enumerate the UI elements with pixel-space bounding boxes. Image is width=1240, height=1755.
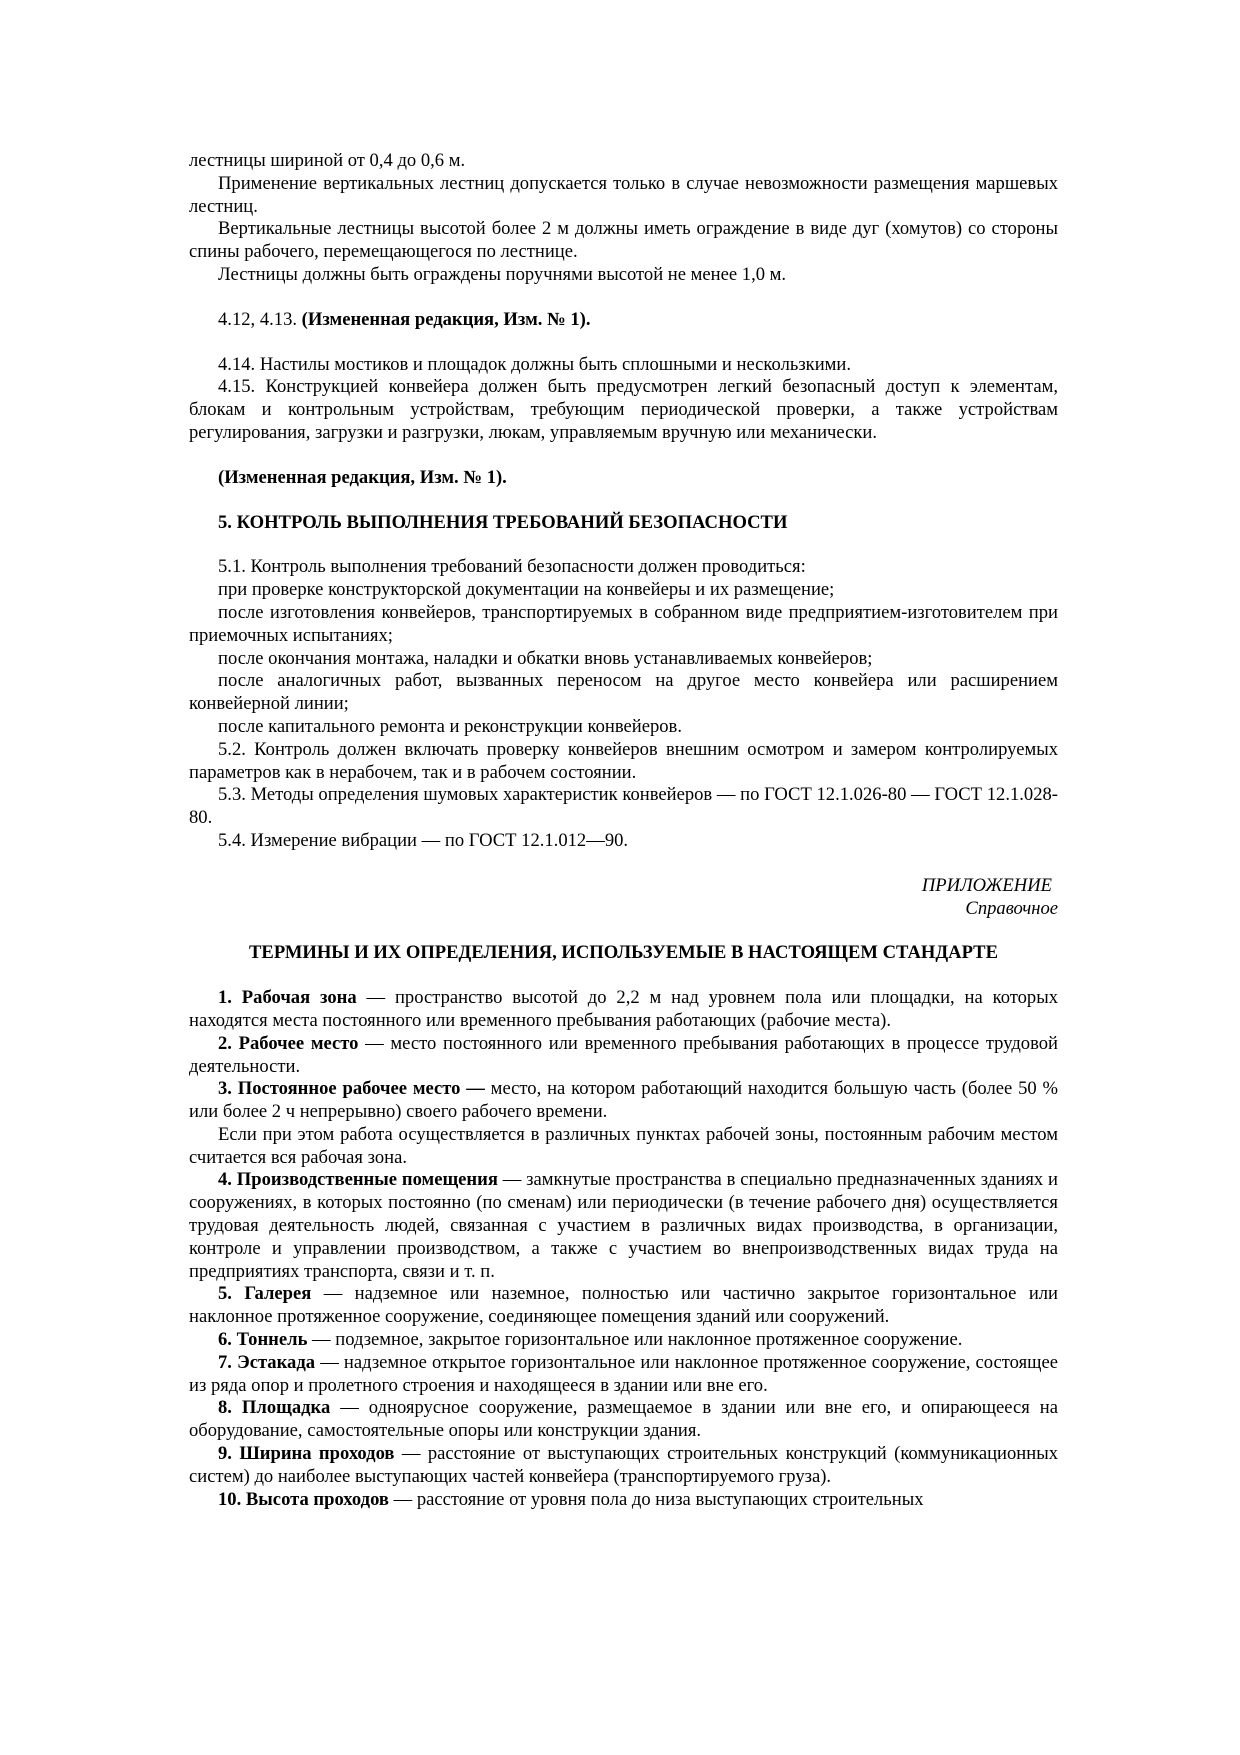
term-name: 2. Рабочее место [218,1032,359,1054]
paragraph: лестницы шириной от 0,4 до 0,6 м. [189,150,466,171]
term-definition [189,987,1058,1033]
term-definition [189,1489,1058,1512]
spacer [189,490,1058,512]
paragraph: после капитального ремонта и реконструкции конвейеров. [218,715,682,737]
paragraph: 5.3. Методы определения шумовых характеристик конвейеров — по ГОСТ 12.1.026-80 — ГОСТ 12.1.028-80. [189,784,1058,829]
amendment-note: (Измененная редакция, Изм. № 1). [218,466,507,488]
paragraph: 5.1. Контроль выполнения требований безопасности должен проводиться: [218,556,806,578]
term-text: — расстояние от уровня пола до низа выступающих строительных [388,1488,924,1510]
spacer [189,534,1058,556]
term-text: — расстояние от выступающих строительных конструкций (коммуникационных систем) до наиболее выступающих частей конвейера (транспортируемого груза). [189,1443,1058,1487]
term-name: 6. Тоннель [218,1329,308,1351]
spacer [189,853,1058,875]
term-name: 5. Галерея [218,1283,312,1305]
term-name: 9. Ширина проходов [218,1443,395,1465]
paragraph: после изготовления конвейеров, транспортируемых в собранном виде предприятием-изготовителем при приемочных испытаниях; [189,601,1058,646]
paragraph-4-14: 4.14. Настилы мостиков и площадок должны быть сплошными и нескользкими. [218,353,852,375]
spacer [189,965,1058,987]
paragraph: Применение вертикальных лестниц допускается только в случае невозможности размещения маршевых лестниц. [189,172,1058,217]
term-text: — одноярусное сооружение, размещаемое в здании или вне его, и опирающееся на оборудование, самостоятельные опоры или конструкции здания. [189,1397,1058,1442]
term-definition [189,1078,1058,1124]
section-5-body [189,556,1058,852]
terms-list [189,987,1058,1511]
term-name: 4. Производственные помещения [218,1169,498,1191]
term-definition [189,1169,1058,1283]
paragraph-prefix: 4.12, 4.13. [218,308,302,330]
appendix-title: ТЕРМИНЫ И ИХ ОПРЕДЕЛЕНИЯ, ИСПОЛЬЗУЕМЫЕ В НАСТОЯЩЕМ СТАНДАРТЕ [249,942,998,964]
appendix-label: ПРИЛОЖЕНИЕ [921,874,1052,896]
term-definition [189,1033,1058,1079]
term-name: 10. Высота проходов [218,1488,389,1510]
paragraph-4-12 [189,309,1058,332]
term-name: 1. Рабочая зона [218,987,357,1009]
spacer [189,445,1058,467]
term-text: — надземное или наземное, полностью или частично закрытое горизонтальное или наклонное протяженное сооружение, соединяющее помещения зданий или сооружений. [189,1283,1058,1328]
term-text: место, на котором работающий находится большую часть (более 50 % или более 2 ч непрерывно) своего рабочего времени. [189,1078,1058,1123]
spacer [189,920,1058,942]
term-definition [189,1443,1058,1489]
appendix-sublabel: Справочное [965,897,1058,919]
term-name: 8. Площадка [218,1397,331,1419]
appendix-label-block [189,875,1058,921]
term-definition [189,1283,1058,1329]
paragraph: 5.2. Контроль должен включать проверку конвейеров внешним осмотром и замером контролируемых параметров как в нерабочем, так и в рабочем состоянии. [189,738,1058,783]
paragraph-4-15: 4.15. Конструкцией конвейера должен быть предусмотрен легкий безопасный доступ к элементам, блокам и контрольным устройствам, требующим периодической проверки, а также устройствам регулирования, загрузки и разгрузки, люкам, управляемым вручную или механически. [189,376,1058,443]
term-text: — надземное открытое горизонтальное или наклонное протяженное сооружение, состоящее из ряда опор и пролетного строения и находящееся в здании или вне его. [189,1351,1058,1396]
term-definition [189,1329,1058,1352]
term-definition [189,1124,1058,1170]
paragraph: Вертикальные лестницы высотой более 2 м должны иметь ограждение в виде дуг (хомутов) со стороны спины рабочего, перемещающегося по лестнице. [189,218,1058,263]
paragraph: при проверке конструкторской документации на конвейеры и их размещение; [218,579,835,601]
paragraph: после аналогичных работ, вызванных переносом на другое место конвейера или расширением конвейерной линии; [189,670,1058,715]
paragraph: 5.4. Измерение вибрации — по ГОСТ 12.1.012—90. [218,829,629,851]
amendment-note: (Измененная редакция, Изм. № 1). [301,308,591,330]
term-name: 3. Постоянное рабочее место — [218,1078,485,1100]
section-heading: 5. КОНТРОЛЬ ВЫПОЛНЕНИЯ ТРЕБОВАНИЙ БЕЗОПАСНОСТИ [218,511,788,533]
term-text: — замкнутые пространства в специально предназначенных зданиях и сооружениях, в которых постоянно (по сменам) или периодически (в течение рабочего дня) осуществляется трудовая деятельность людей, связанная с участием в различных видах производства, в организации, контроле и управлении производством, а также с участием во внепроизводственных видах труда на предприятиях транспорта, связи и т. п. [189,1169,1059,1282]
term-text: Если при этом работа осуществляется в различных пунктах рабочей зоны, постоянным рабочим местом считается вся рабочая зона. [189,1123,1058,1168]
paragraph: Лестницы должны быть ограждены поручнями высотой не менее 1,0 м. [218,263,787,285]
term-text: — пространство высотой до 2,2 м над уровнем пола или площадки, на которых находятся места постоянного или временного пребывания работающих (рабочие места). [189,987,1059,1031]
term-text: — подземное, закрытое горизонтальное или наклонное протяженное сооружение. [307,1329,963,1351]
term-text: — место постоянного или временного пребывания работающих в процессе трудовой деятельности. [189,1032,1059,1077]
document-page [189,150,1058,1511]
term-definition [189,1397,1058,1443]
spacer [189,332,1058,354]
term-definition [189,1352,1058,1398]
spacer [189,287,1058,309]
term-name: 7. Эстакада [218,1351,316,1373]
paragraph: после окончания монтажа, наладки и обкатки вновь устанавливаемых конвейеров; [218,647,873,669]
